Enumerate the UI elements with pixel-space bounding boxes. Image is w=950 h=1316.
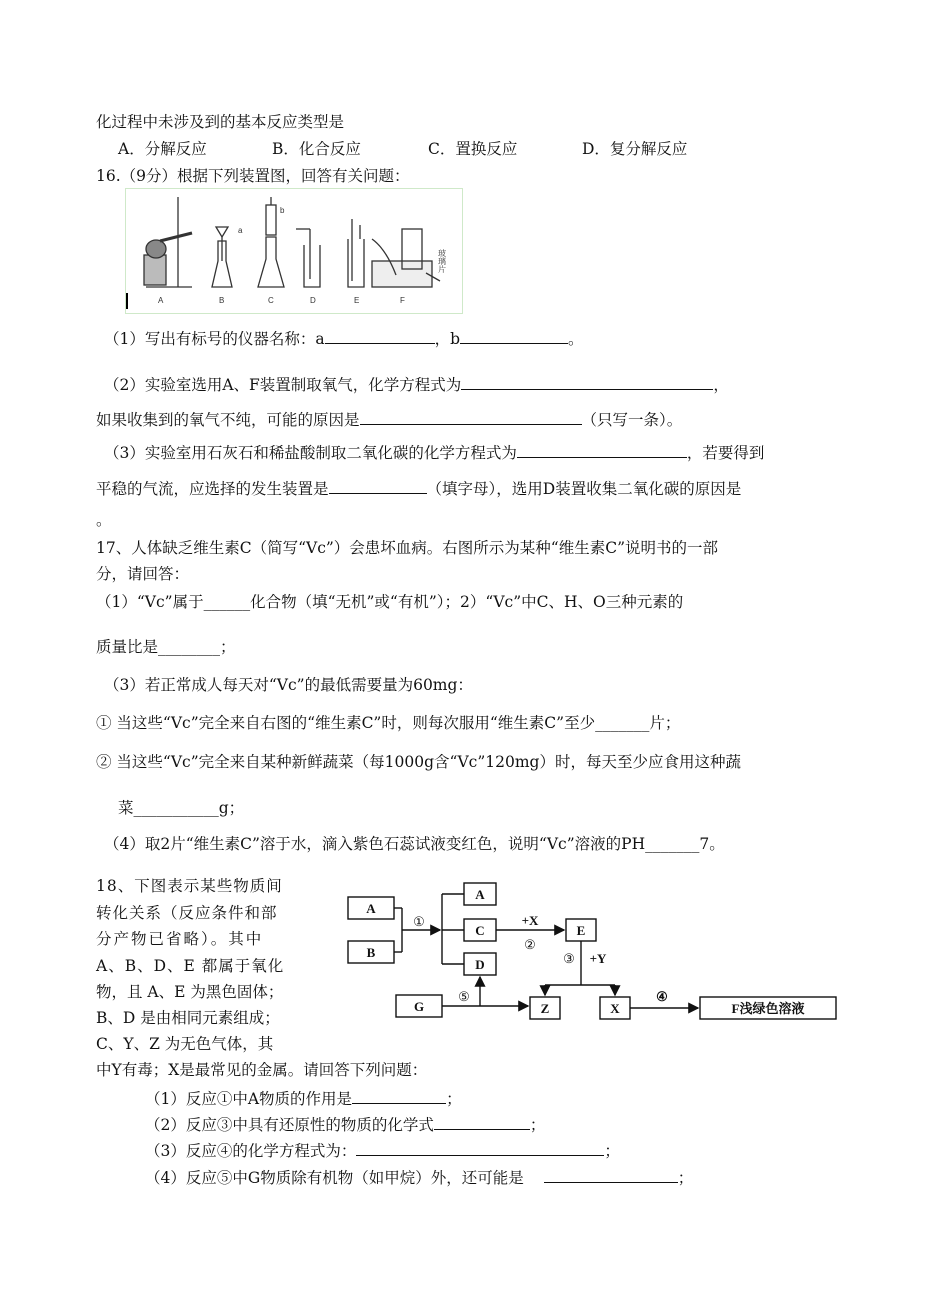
answer-blank[interactable]	[329, 478, 427, 494]
apparatus-drawing	[126, 189, 462, 313]
label-plus-y: +Y	[589, 951, 607, 966]
q16-part3-line2-end: （填字母），选用D装置收集二氧化碳的原因是	[426, 480, 742, 498]
q18-left-line2: 转化关系（反应条件和部	[96, 904, 278, 922]
label-r4: ④	[656, 989, 668, 1004]
answer-blank[interactable]	[352, 1088, 446, 1104]
q17-line9: （4）取2片“维生素C”溶于水，滴入紫色石蕊试液变红色，说明“Vc”溶液的PH_______7。	[104, 835, 725, 853]
q18-sub1	[145, 1088, 462, 1109]
answer-blank[interactable]	[517, 442, 687, 458]
answer-blank[interactable]	[434, 1114, 530, 1130]
q18-sub2-end: ；	[529, 1116, 546, 1134]
label-a-out: A	[475, 887, 485, 902]
q18-sub2-text: （2）反应③中具有还原性的物质的化学式	[145, 1116, 434, 1134]
label-x: X	[610, 1001, 620, 1016]
q16-part2-end: ，	[713, 376, 729, 394]
q18-line-after: 中Y有毒；X是最常见的金属。请回答下列问题：	[96, 1061, 428, 1079]
q15-option-a: A．分解反应	[118, 140, 207, 158]
q16-part1-a: （1）写出有标号的仪器名称：a	[104, 330, 325, 348]
answer-blank[interactable]	[360, 409, 582, 425]
label-b-in: B	[366, 945, 376, 960]
q18-sub2	[145, 1114, 545, 1135]
q18-left-line1: 18、下图表示某些物质间	[96, 877, 283, 895]
q16-part2-line1	[104, 374, 729, 395]
label-r1: ①	[413, 914, 425, 929]
q17-line7: ② 当这些“Vc”完全来自某种新鲜蔬菜（每1000g含“Vc”120mg）时，每天至少应食用这种蔬	[96, 753, 741, 771]
label-r2: ②	[524, 937, 536, 952]
q15-option-c: C．置换反应	[428, 140, 518, 158]
q16-part1-end: 。	[568, 330, 584, 348]
q16-part3-line1	[104, 442, 764, 463]
label-r5: ⑤	[458, 989, 470, 1004]
q18-left-line7: C、Y、Z 为无色气体，其	[96, 1035, 274, 1053]
q16-part3-line2	[96, 478, 741, 499]
label-g: G	[413, 999, 425, 1014]
q15-option-d: D．复分解反应	[582, 140, 688, 158]
q17-line1: 17、人体缺乏维生素C（简写“Vc”）会患坏血病。右图所示为某种“维生素C”说明书的一部	[96, 539, 719, 557]
q18-sub4	[145, 1167, 693, 1188]
q18-left-line5: 物，且 A、E 为黑色固体；	[96, 983, 284, 1001]
q18-left-line3: 分产物已省略）。其中	[96, 930, 264, 948]
answer-blank[interactable]	[325, 328, 435, 344]
figure-mark-b: b	[280, 206, 285, 215]
q18-sub3-text: （3）反应④的化学方程式为：	[145, 1142, 357, 1160]
q18-sub1-end: ；	[446, 1090, 462, 1108]
q16-part1-b: ，b	[434, 330, 461, 348]
q17-line6: ① 当这些“Vc”完全来自右图的“维生素C”时，则每次服用“维生素C”至少_______片；	[96, 714, 681, 732]
q17-line4: 质量比是________；	[96, 638, 236, 656]
q16-part3-line2-text: 平稳的气流，应选择的发生装置是	[96, 480, 329, 498]
figure-label-d: D	[310, 296, 316, 305]
q18-sub4-text: （4）反应⑤中G物质除有机物（如甲烷）外，还可能是	[145, 1169, 524, 1187]
figure-label-c: C	[268, 296, 274, 305]
figure-label-e: E	[354, 296, 360, 305]
label-z: Z	[540, 1001, 550, 1016]
label-a-in: A	[366, 901, 376, 916]
reaction-flow-diagram	[340, 875, 850, 1060]
q16-part2-line2-text: 如果收集到的氧气不纯，可能的原因是	[96, 411, 360, 429]
figure-label-f: F	[400, 296, 405, 305]
q17-line2: 分，请回答：	[96, 565, 190, 583]
q16-part3-line3: 。	[96, 511, 112, 529]
q15-stem: 化过程中未涉及到的基本反应类型是	[96, 113, 345, 131]
q15-option-b: B．化合反应	[272, 140, 361, 158]
q16-part2-line2	[96, 409, 682, 430]
figure-side-note: 玻璃片	[437, 249, 447, 273]
label-e: E	[576, 923, 586, 938]
label-f: F浅绿色溶液	[731, 1001, 805, 1016]
label-r3: ③	[563, 951, 575, 966]
answer-blank[interactable]	[544, 1167, 678, 1183]
q16-title: 16.（9分）根据下列装置图，回答有关问题：	[96, 167, 410, 185]
figure-label-a: A	[158, 296, 164, 305]
figure-label-b: B	[219, 296, 225, 305]
q16-part2-line2-end: （只写一条）。	[581, 411, 683, 429]
answer-blank[interactable]	[356, 1140, 604, 1156]
q18-left-line6: B、D 是由相同元素组成；	[96, 1009, 280, 1027]
answer-blank[interactable]	[460, 328, 568, 344]
q16-part1	[104, 328, 584, 349]
label-d: D	[475, 957, 485, 972]
q18-sub4-end: ；	[677, 1169, 694, 1187]
q16-part3-end: ，若要得到	[686, 444, 765, 462]
q17-line8: 菜___________g；	[118, 799, 245, 817]
q16-part2-text: （2）实验室选用A、F装置制取氧气，化学方程式为	[104, 376, 462, 394]
q18-sub1-text: （1）反应①中A物质的作用是	[145, 1090, 353, 1108]
q17-line3: （1）“Vc”属于______化合物（填“无机”或“有机”）；2）“Vc”中C、H、O三种元素的	[96, 593, 684, 611]
answer-blank[interactable]	[461, 374, 713, 390]
lab-apparatus-figure	[125, 188, 463, 314]
label-plus-x: +X	[521, 913, 539, 928]
q18-left-line4: A、B、D、E 都属于氧化	[96, 957, 285, 975]
q18-sub3	[145, 1140, 620, 1161]
q17-line5: （3）若正常成人每天对“Vc”的最低需要量为60mg：	[104, 676, 473, 694]
figure-mark-a: a	[238, 226, 243, 235]
label-c: C	[475, 923, 485, 938]
q16-part3-text: （3）实验室用石灰石和稀盐酸制取二氧化碳的化学方程式为	[104, 444, 517, 462]
q18-sub3-end: ；	[604, 1142, 620, 1160]
